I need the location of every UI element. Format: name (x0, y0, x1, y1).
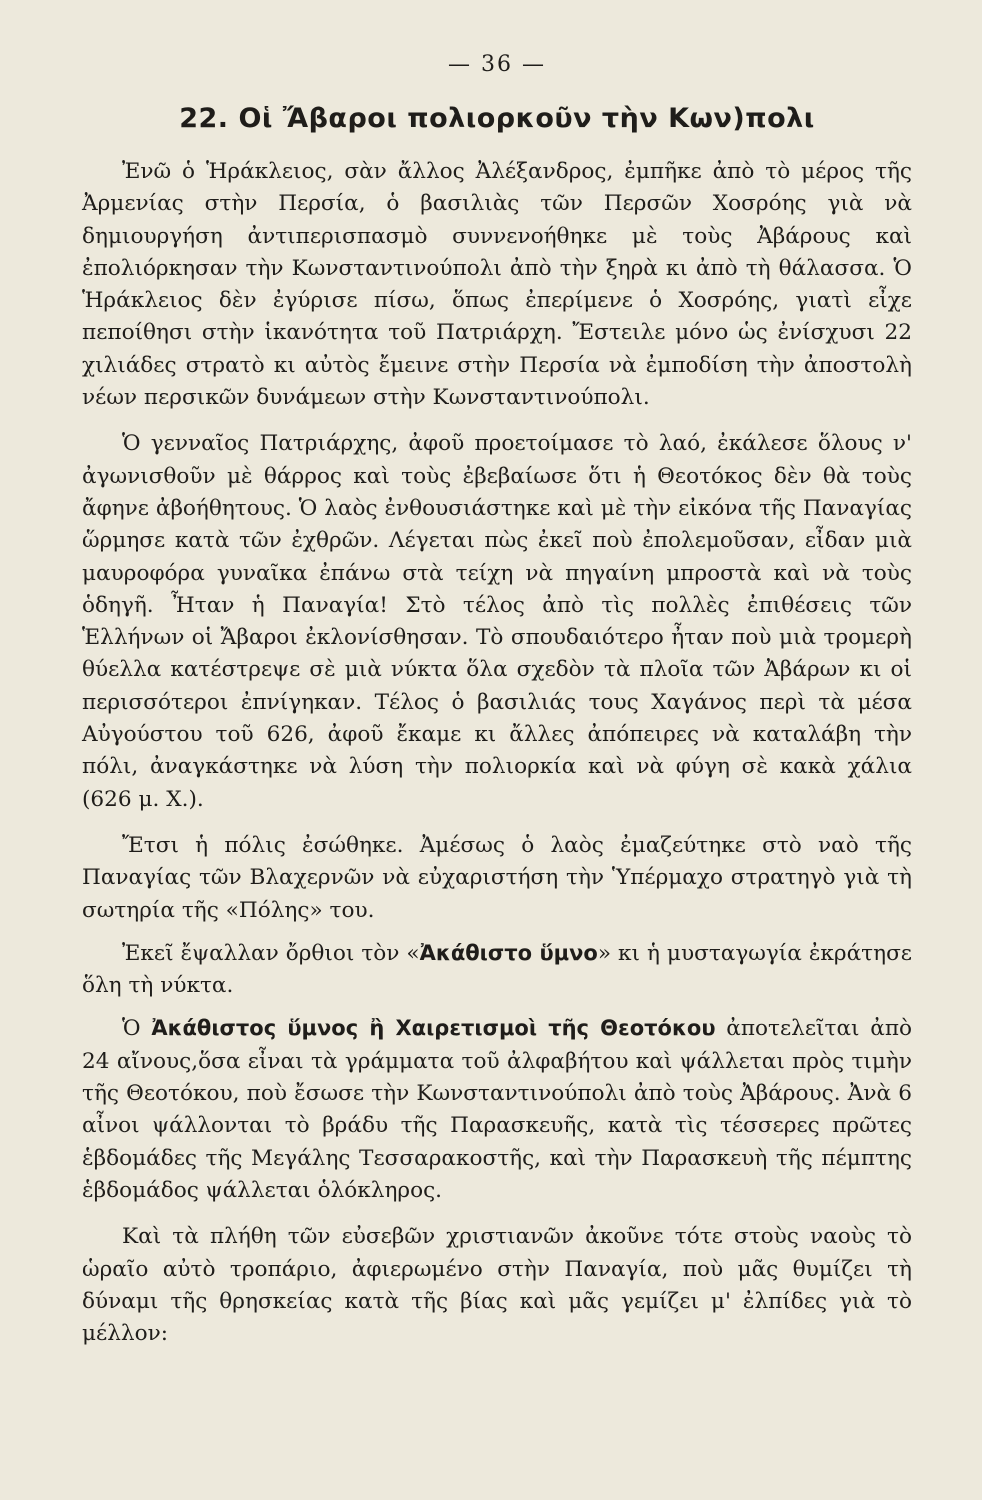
paragraph-akathist-description-after: ἀποτελεῖται ἀπὸ 24 αἴνους,ὅσα εἶναι τὰ γράμματα τοῦ ἀλφαβήτου καὶ ψάλλεται πρὸς τιμὴν τῆς Θεοτόκου, ποὺ ἔσωσε τὴν Κωνσταντινούπολι ἀπὸ τοὺς Ἀβάρους. Ἀνὰ 6 αἶνοι ψάλλονται τὸ βράδυ τῆς Παρασκευῆς, κατὰ τὶς τέσσερες πρῶτες ἑβδομάδες τῆς Μεγάλης Τεσσαρακοστῆς, καὶ τὴν Παρασκευὴ τῆς πέμπτης ἑβδομάδος ψάλλεται ὁλόκληρος. (82, 1016, 913, 1203)
akathist-hymn-emphasis: Ἀκάθιστο ὕμνο (419, 940, 598, 965)
page-number: — 36 — (448, 52, 546, 77)
chapter-title: 22. Οἱ Ἄβαροι πολιορκοῦν τὴν Κων)πολι (179, 103, 815, 134)
paragraph-faithful: Καὶ τὰ πλήθη τῶν εὐσεβῶν χριστιανῶν ἀκοῦνε τότε στοὺς ναοὺς τὸ ὡραῖο αὐτὸ τροπάριο, ἀφιερωμένο στὴν Παναγία, ποὺ μᾶς θυμίζει τὴ δύναμι τῆς θρησκείας κατὰ τῆς βίας καὶ μᾶς γεμίζει μ' ἐλπίδες γιὰ τὸ μέλλον: (82, 1224, 912, 1347)
paragraph-akathist-description (82, 1012, 912, 1207)
akathist-title-emphasis: Ἀκάθιστος ὕμνος ἢ Χαιρετισμοὶ τῆς Θεοτόκου (151, 1016, 716, 1041)
paragraph-city-saved: Ἔτσι ἡ πόλις ἐσώθηκε. Ἀμέσως ὁ λαὸς ἐμαζεύτηκε στὸ ναὸ τῆς Παναγίας τῶν Βλαχερνῶν νὰ εὐχαριστήση τὴν Ὑπέρμαχο στρατηγὸ γιὰ τὴ σωτηρία τῆς «Πόλης» του. (82, 832, 912, 923)
paragraph-heraclius: Ἐνῶ ὁ Ἡράκλειος, σὰν ἄλλος Ἀλέξανδρος, ἐμπῆκε ἀπὸ τὸ μέρος τῆς Ἀρμενίας στὴν Περσία, ὁ βασιλιὰς τῶν Περσῶν Χοσρόης γιὰ νὰ δημιουργήση ἀντιπερισπασμὸ συννενοήθηκε μὲ τοὺς Ἀβάρους καὶ ἐπολιόρκησαν τὴν Κωνσταντινούπολι ἀπὸ τὴν ξηρὰ κι ἀπὸ τὴ θάλασσα. Ὁ Ἡράκλειος δὲν ἐγύρισε πίσω, ὅπως ἐπερίμενε ὁ Χοσρόης, γιατὶ εἶχε πεποίθησι στὴν ἱκανότητα τοῦ Πατριάρχη. Ἔστειλε μόνο ὡς ἐνίσχυσι 22 χιλιάδες στρατὸ κι αὐτὸς ἔμεινε στὴν Περσία νὰ ἐμποδίση τὴν ἀποστολὴ νέων περσικῶν δυνάμεων στὴν Κωνσταντινούπολι. (82, 159, 912, 411)
paragraph-akathist-sung-before: Ἐκεῖ ἔψαλλαν ὄρθιοι τὸν « (122, 940, 420, 966)
paragraph-akathist-sung-after: » κι ἡ μυσταγωγία ἐκράτησε ὅλη τὴ νύκτα. (82, 940, 912, 999)
paragraph-akathist-sung (82, 937, 912, 1003)
paragraph-akathist-description-before: Ὁ (122, 1016, 152, 1042)
paragraph-patriarch: Ὁ γενναῖος Πατριάρχης, ἀφοῦ προετοίμασε τὸ λαό, ἐκάλεσε ὅλους ν' ἀγωνισθοῦν μὲ θάρρος καὶ τοὺς ἐβεβαίωσε ὅτι ἡ Θεοτόκος δὲν θὰ τοὺς ἄφηνε ἀβοήθητους. Ὁ λαὸς ἐνθουσιάστηκε καὶ μὲ τὴν εἰκόνα τῆς Παναγίας ὥρμησε κατὰ τῶν ἐχθρῶν. Λέγεται πὼς ἐκεῖ ποὺ ἐπολεμοῦσαν, εἶδαν μιὰ μαυροφόρα γυναῖκα ἐπάνω στὰ τείχη νὰ πηγαίνη μπροστὰ καὶ νὰ τοὺς ὁδηγῆ. Ἦταν ἡ Παναγία! Στὸ τέλος ἀπὸ τὶς πολλὲς ἐπιθέσεις τῶν Ἑλλήνων οἱ Ἄβαροι ἐκλονίσθησαν. Τὸ σπουδαιότερο ἦταν ποὺ μιὰ τρομερὴ θύελλα κατέστρεψε σὲ μιὰ νύκτα ὅλα σχεδὸν τὰ πλοῖα τῶν Ἀβάρων κι οἱ περισσότεροι ἐπνίγηκαν. Τέλος ὁ βασιλιάς τους Χαγάνος περὶ τὰ μέσα Αὐγούστου τοῦ 626, ἀφοῦ ἔκαμε κι ἄλλες ἀπόπειρες νὰ καταλάβη τὴν πόλι, ἀναγκάστηκε νὰ λύση τὴν πολιορκία καὶ νὰ φύγη σὲ κακὰ χάλια (626 μ. Χ.). (82, 431, 912, 812)
